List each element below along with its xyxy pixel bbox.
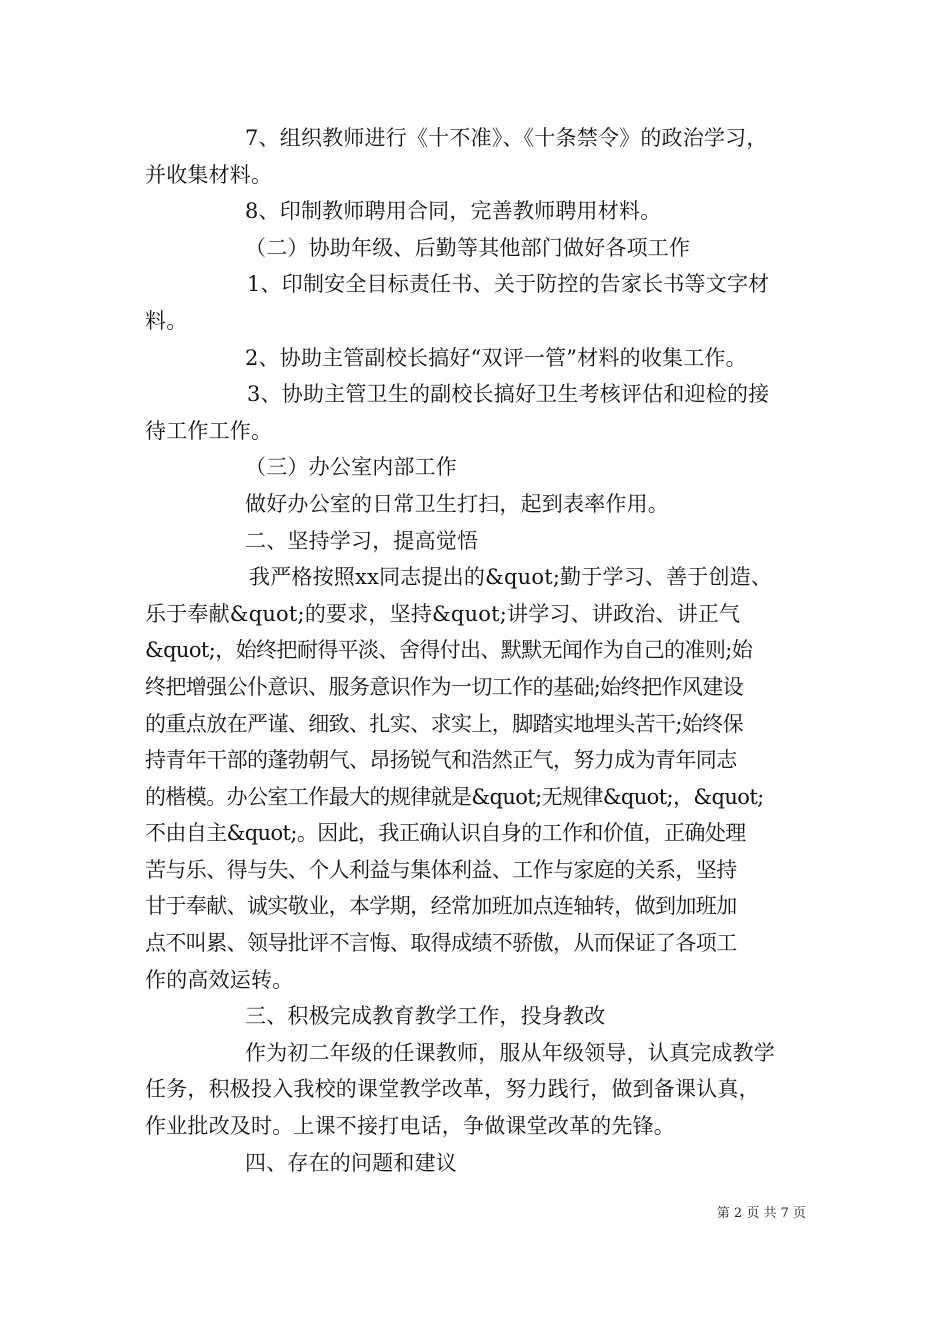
paragraph-line: 的楷模。办公室工作最大的规律就是&quot;无规律&quot;，&quot; [145,784,764,809]
paragraph-line: 并收集材料。 [145,162,273,187]
page-number-footer: 第 2 页 共 7 页 [716,1206,806,1221]
paragraph-line: 做好办公室的日常卫生打扫，起到表率作用。 [245,491,669,516]
paragraph-line: 8、印制教师聘用合同，完善教师聘用材料。 [245,199,662,224]
paragraph-line: 待工作工作。 [145,418,273,443]
section-heading: 三、积极完成教育教学工作，投身教改 [245,1004,606,1029]
paragraph-line: 终把增强公仆意识、服务意识作为一切工作的基础;始终把作风建设 [145,674,744,699]
paragraph-line: 7、组织教师进行《十不准》、《十条禁令》的政治学习， [245,126,768,150]
paragraph-line: 任务，积极投入我校的课堂教学改革，努力践行，做到备课认真， [145,1077,760,1102]
section-heading: 四、存在的问题和建议 [245,1150,457,1175]
paragraph-line: 2、协助主管副校长搞好“双评一管”材料的收集工作。 [245,345,747,370]
paragraph-line: 的重点放在严谨、细致、扎实、求实上，脚踏实地埋头苦干;始终保 [145,711,744,736]
section-heading: 二、坚持学习，提高觉悟 [245,528,479,553]
document-body [145,120,810,1181]
paragraph-line: 作为初二年级的任课教师，服从年级领导，认真完成教学 [245,1040,775,1065]
section-heading: （三）办公室内部工作 [245,455,457,480]
paragraph-line: 甘于奉献、诚实敬业，本学期，经常加班加点连轴转，做到加班加 [145,894,737,919]
paragraph-line: 作的高效运转。 [145,967,294,992]
paragraph-line: 乐于奉献&quot;的要求，坚持&quot;讲学习、讲政治、讲正气 [145,601,741,626]
paragraph-line: 不由自主&quot;。因此，我正确认识自身的工作和价值，正确处理 [145,821,746,846]
section-heading: （二）协助年级、后勤等其他部门做好各项工作 [245,235,691,260]
paragraph-line: 料。 [145,308,188,333]
paragraph-line: 1、印制安全目标责任书、关于防控的告家长书等文字材 [247,272,770,297]
paragraph-line: 作业批改及时。上课不接打电话，争做课堂改革的先锋。 [145,1114,675,1139]
paragraph-line: &quot;，始终把耐得平淡、舍得付出、默默无闻作为自己的准则;始 [145,638,753,663]
paragraph-line: 苦与乐、得与失、个人利益与集体利益、工作与家庭的关系，坚持 [145,857,737,882]
paragraph-line: 我严格按照xx同志提出的&quot;勤于学习、善于创造、 [249,565,773,590]
paragraph-line: 点不叫累、领导批评不言悔、取得成绩不骄傲，从而保证了各项工 [145,931,737,956]
paragraph-line: 3、协助主管卫生的副校长搞好卫生考核评估和迎检的接 [247,382,770,407]
paragraph-line: 持青年干部的蓬勃朝气、昂扬锐气和浩然正气，努力成为青年同志 [145,748,737,773]
